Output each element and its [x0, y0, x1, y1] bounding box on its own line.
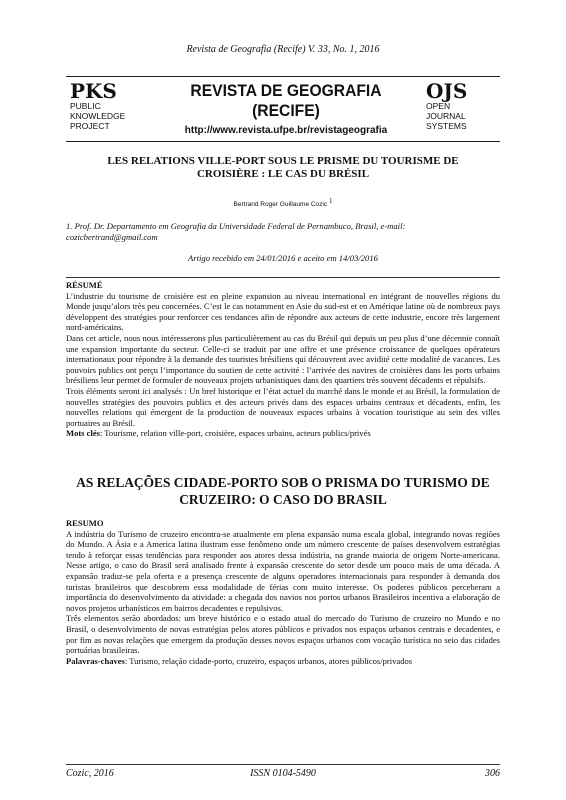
affiliation-email[interactable]: cozicbertrand@gmail.com: [66, 231, 158, 242]
article-title-fr-line2: CROISIÈRE : LE CAS DU BRÉSIL: [196, 168, 370, 180]
resume-heading: RÉSUMÉ: [66, 280, 103, 290]
resume-paragraph: Trois éléments seront ici analysés : Un bref historique et l’état actuel du marché dans le monde et au Brésil, la formulation de nouvelles stratégies des pouvoirs publics et des acteurs privés dans des espaces urbains centraux et décadents, enfin, les nouvelles relations qui émergent de la production de nouveaux espaces urbains à vocation touristique au sein des villes portuaires au Brésil.: [66, 385, 500, 428]
affiliation: [66, 221, 500, 242]
pks-line: KNOWLEDGE: [70, 111, 126, 121]
pks-line: PUBLIC: [70, 101, 101, 111]
footer-divider: [66, 764, 500, 765]
ojs-line: JOURNAL: [426, 111, 466, 121]
journal-url[interactable]: http://www.revista.ufpe.br/revistageografia: [184, 125, 388, 136]
resume-paragraph: L’industrie du tourisme de croisière est en pleine expansion au niveau international en intégrant de nouvelles régions du Monde jusqu’alors très peu concernées. C’est le cas notamment en Asie du sud-est et en Amérique latine où de nombreux pays développent des stratégies pour renforcer ces tendances afin de répondre aux acteurs de cette industrie, encore très largement nord-américains.: [66, 290, 500, 333]
running-head: Revista de Geografia (Recife) V. 33, No. 1, 2016: [186, 44, 380, 55]
resume-section: [66, 280, 500, 439]
divider: [66, 277, 500, 278]
resumo-section: [66, 518, 500, 666]
journal-masthead: [66, 76, 500, 142]
ojs-logo: [426, 81, 498, 131]
resumo-paragraph: Três elementos serão abordados: um breve histórico e o estado atual do mercado do Turismo de cruzeiro no Mundo e no Brasil, o desenvolvimento de novas estratégias pelos atores públicos e privados nos espaços urbanos centrais e decadentes, e por fim as novas relações que emergem da produção desses novos espaços urbanos com vocação turística no seio das cidades portuárias brasileiras.: [66, 613, 500, 656]
page-number: 306: [485, 768, 500, 779]
affiliation-line1: 1. Prof. Dr. Departamento em Geografia da Universidade Federal de Pernambuco, Brasil, e-mail:: [66, 221, 406, 231]
journal-name-line1: REVISTA DE GEOGRAFIA: [190, 81, 382, 100]
pks-line: PROJECT: [70, 121, 110, 131]
journal-title-block: [166, 81, 406, 136]
resumo-keywords-label: Palavras-chaves: [66, 655, 125, 666]
journal-name-line2: (RECIFE): [252, 101, 320, 120]
resumo-paragraph: A indústria do Turismo de cruzeiro encontra-se atualmente em plena expansão numa escala global, integrando novas regiões do Mundo. A Ásia e a America latina ilustram esse fenômeno onde um número crescente de países desenvolvem estratégias tendo à reforçar essas tendências para responder aos atores dessa indústria, na grande maioria de origem Norte-americana. Nesse artigo, o caso do Brasil será analisado frente à expansão crescente do setor desde um pouco mais de uma década. A expansão traduz-se pela oferta e a presença crescente de alguns operadores internacionais para responder à demanda dos turistas brasileiros que descobrem essa modalidade de férias com muito interesse. Os poderes públicos perceberam a importância do desenvolvimento da atividade: a chegada dos navios nos portos urbanos Brasileiros incentiva a elaboração de novos projetos urbanísticos em bairros decadentes e repulsivos.: [66, 528, 500, 613]
resume-keywords-text: : Tourisme, relation ville-port, croisière, espaces urbains, acteurs publics/privés: [99, 428, 371, 439]
article-title-pt-line2: CRUZEIRO: O CASO DO BRASIL: [179, 492, 387, 507]
resumo-keywords-text: : Turismo, relação cidade-porto, cruzeiro, espaços urbanos, atores públicos/privados: [124, 655, 413, 666]
author-line: [0, 197, 566, 208]
ojs-title: OJS: [426, 79, 468, 103]
article-title-fr: [66, 155, 500, 181]
pks-title: PKS: [70, 79, 117, 103]
article-title-pt: [66, 474, 500, 508]
resumo-keywords: [66, 656, 500, 667]
resume-paragraph: Dans cet article, nous nous intéresserons plus particulièrement au cas du Brésil qui depuis un peu plus d’une décennie connaît une expansion importante du secteur. Celle-ci se traduit par une offre et une présence croissance de quelques opérateurs internationaux pour répondre à la demande des touristes brésiliens qui découvrent avec avidité cette modalité de vacances. Les pouvoirs publics ont perçu l’importance du soutien de cette activité : l’arrivée des navires de croisières dans les ports urbains brésiliens leur permet de formuler de nouveaux projets urbanistiques dans des quartiers très souvent décadents et répulsifs.: [66, 332, 500, 386]
footer-author: Cozic, 2016: [66, 768, 114, 779]
footer-issn: ISSN 0104-5490: [250, 768, 316, 779]
author-name: Bertrand Roger Guillaume Cozic: [233, 201, 328, 209]
resumo-heading: RESUMO: [66, 518, 104, 528]
resume-keywords-label: Mots clés: [66, 428, 100, 439]
resume-keywords: [66, 428, 500, 439]
ojs-line: OPEN: [426, 101, 451, 111]
author-note: 1: [328, 197, 333, 205]
article-title-fr-line1: LES RELATIONS VILLE-PORT SOUS LE PRISME DU TOURISME DE: [107, 155, 459, 167]
ojs-line: SYSTEMS: [426, 121, 467, 131]
pks-logo: [70, 81, 160, 131]
received-dates: Artigo recebido em 24/01/2016 e aceito em 14/03/2016: [188, 253, 378, 263]
article-title-pt-line1: AS RELAÇÕES CIDADE-PORTO SOB O PRISMA DO TURISMO DE: [76, 475, 490, 490]
